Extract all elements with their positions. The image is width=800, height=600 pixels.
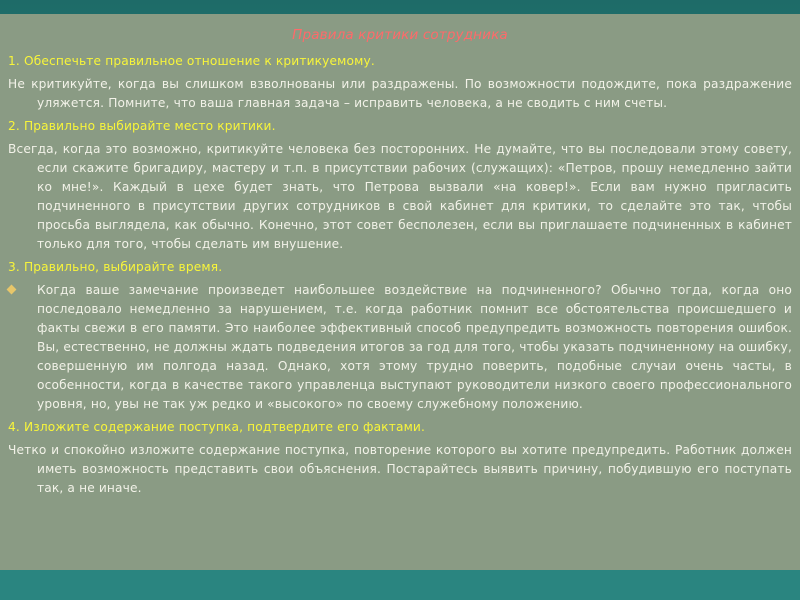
section-1-text: Не критикуйте, когда вы слишком взволнованы или раздражены. По возможности подождите, пока раздражение уляжется. Помните, что ваша главная задача – исправить человека, а не сводить с ним счеты. — [8, 77, 792, 110]
content-area — [8, 14, 792, 502]
section-4-text: Четко и спокойно изложите содержание поступка, повторение которого вы хотите предупредить. Работник должен иметь возможность представить свои объяснения. Постарайтесь выявить причину, побудившую его поступать так, а не иначе. — [8, 443, 792, 495]
diamond-bullet-icon — [7, 285, 17, 295]
section-3-text: Когда ваше замечание произведет наибольшее воздействие на подчиненного? Обычно тогда, когда оно последовало немедленно за нарушением, т.е. когда работник помнит все обстоятельства происшедшего и факты свежи в его памяти. Это наиболее эффективный способ предупредить возможность повторения ошибок. Вы, естественно, не должны ждать подведения итогов за год для того, чтобы указать подчиненному на ошибку, совершенную им полгода назад. Однако, хотя этому трудно поверить, подобные случаи очень часты, в особенности, когда в качестве такого управленца выступают руководители низкого своего профессионального уровня, но, увы не так уж редко и «высокого» по своему служебному положению. — [37, 283, 792, 411]
section-2-heading: 2. Правильно выбирайте место критики. — [8, 119, 276, 133]
section-1-heading: 1. Обеспечьте правильное отношение к критикуемому. — [8, 54, 375, 68]
slide-title: Правила критики сотрудника — [292, 27, 508, 43]
section-2-text: Всегда, когда это возможно, критикуйте человека без посторонних. Не думайте, что вы последовали этому совету, если скажите бригадиру, мастеру и т.п. в присутствии рабочих (служащих): «Петров, прошу немедленно зайти ко мне!». Каждый в цехе будет знать, что Петрова вызвали «на ковер!». Если вам нужно пригласить подчиненного в присутствии других сотрудников в свой кабинет для критики, то сделайте это так, чтобы просьба выглядела, как обычно. Конечно, этот совет бесполезен, если вы приглашаете подчиненных в кабинет только для того, чтобы сделать им внушение. — [8, 142, 792, 251]
section-3-bullet — [8, 281, 792, 414]
section-3-heading: 3. Правильно, выбирайте время. — [8, 260, 223, 274]
section-4-heading: 4. Изложите содержание поступка, подтвердите его фактами. — [8, 420, 426, 434]
